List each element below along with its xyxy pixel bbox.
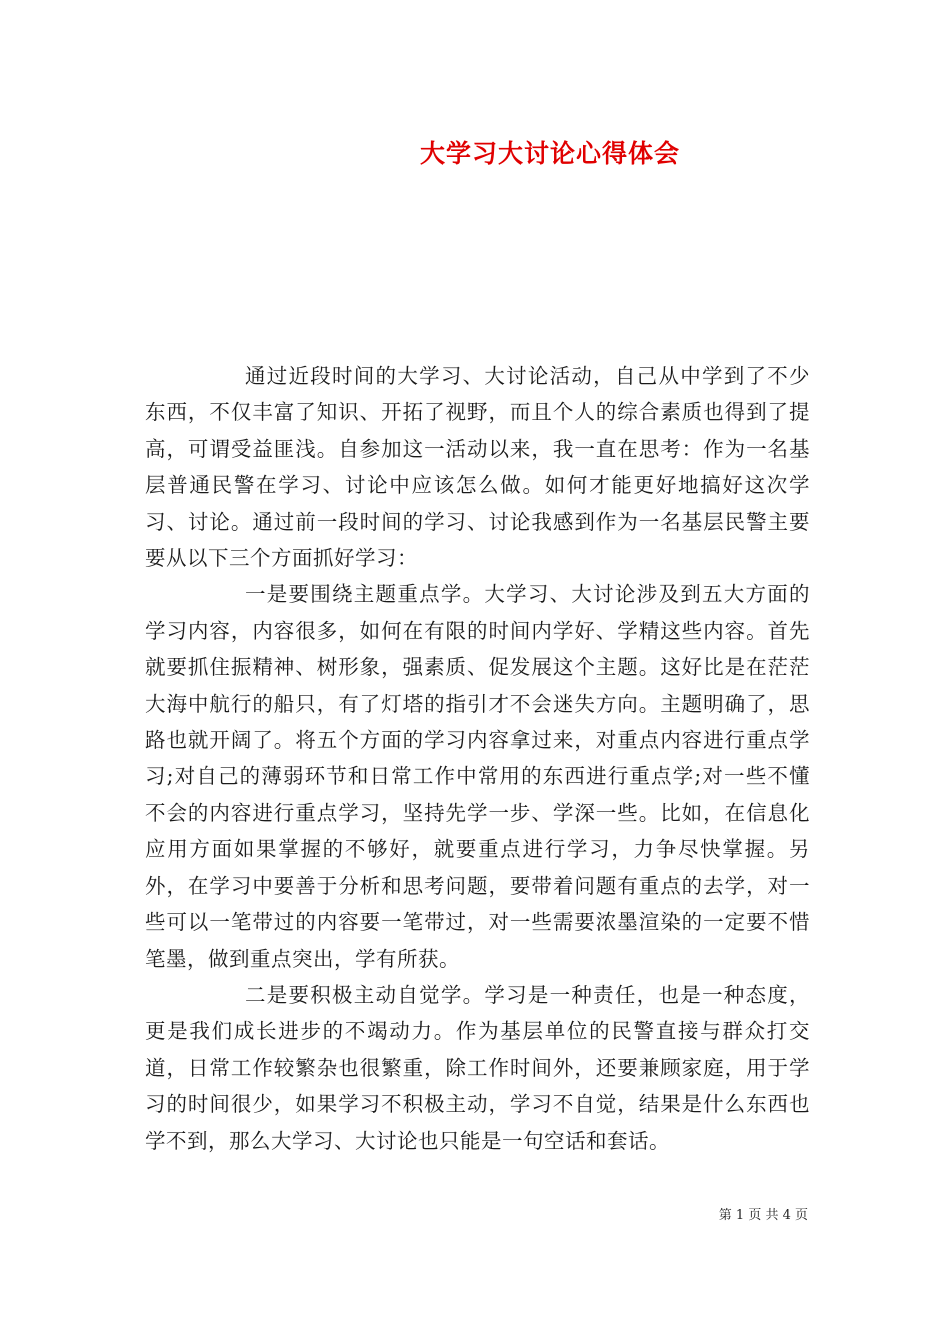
paragraph-point-two: 二是要积极主动自觉学。学习是一种责任，也是一种态度，更是我们成长进步的不竭动力。作为基层单位的民警直接与群众打交道，日常工作较繁杂也很繁重，除工作时间外，还要兼顾家庭，用于学习的时间很少，如果学习不积极主动，学习不自觉，结果是什么东西也学不到，那么大学习、大讨论也只能是一句空话和套话。 <box>145 982 810 1153</box>
paragraph-point-one: 一是要围绕主题重点学。大学习、大讨论涉及到五大方面的学习内容，内容很多，如何在有限的时间内学好、学精这些内容。首先就要抓住振精神、树形象，强素质、促发展这个主题。这好比是在茫茫大海中航行的船只，有了灯塔的指引才不会迷失方向。主题明确了，思路也就开阔了。将五个方面的学习内容拿过来，对重点内容进行重点学习;对自己的薄弱环节和日常工作中常用的东西进行重点学;对一些不懂不会的内容进行重点学习，坚持先学一步、学深一些。比如，在信息化应用方面如果掌握的不够好，就要重点进行学习，力争尽快掌握。另外，在学习中要善于分析和思考问题，要带着问题有重点的去学，对一些可以一笔带过的内容要一笔带过，对一些需要浓墨渲染的一定要不惜笔墨，做到重点突出，学有所获。 <box>145 582 810 971</box>
paragraph-intro: 通过近段时间的大学习、大讨论活动，自己从中学到了不少东西，不仅丰富了知识、开拓了视野，而且个人的综合素质也得到了提高，可谓受益匪浅。自参加这一活动以来，我一直在思考：作为一名基层普通民警在学习、讨论中应该怎么做。如何才能更好地搞好这次学习、讨论。通过前一段时间的学习、讨论我感到作为一名基层民警主要要从以下三个方面抓好学习： <box>145 364 810 571</box>
page-footer: 第 1 页 共 4 页 <box>718 1208 808 1223</box>
document-body <box>145 358 810 1159</box>
document-title: 大学习大讨论心得体会 <box>419 139 680 168</box>
